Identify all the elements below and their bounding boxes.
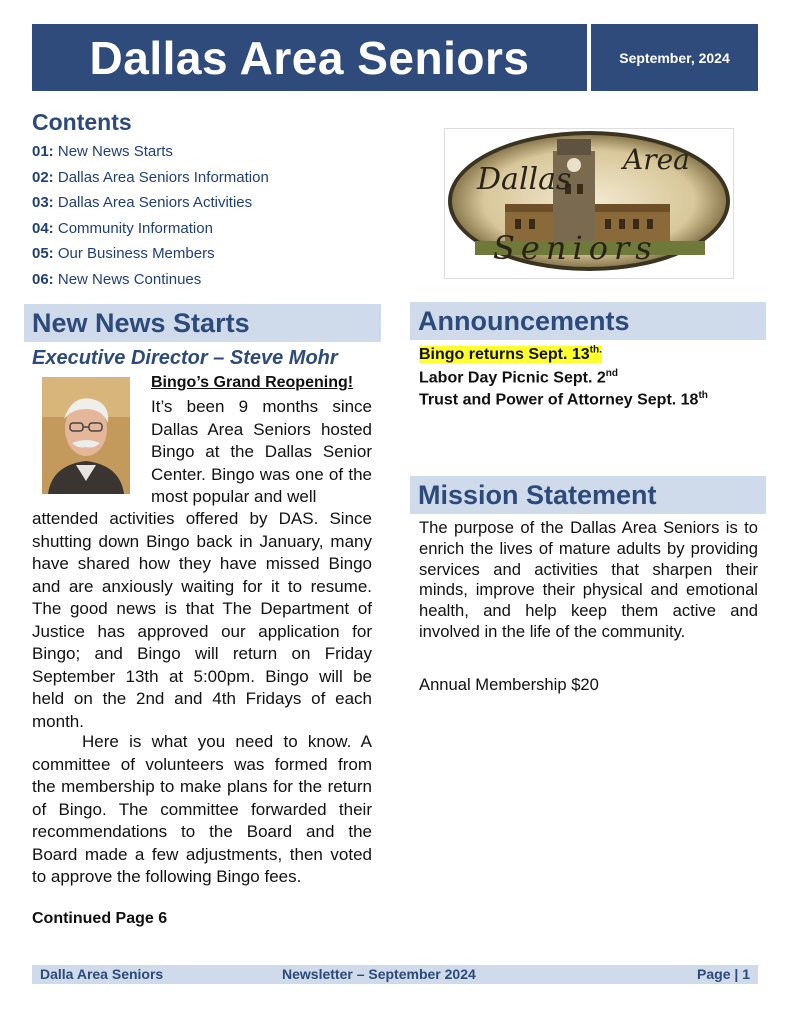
contents-item-label: Dallas Area Seniors Activities [57,194,253,212]
article-body-paragraph: Here is what you need to know. A committee of volunteers was formed from the membership to make plans for the return of Bingo. The committee forwarded their recommendations to the Board and the Board made a few adjustments, then voted to approve the following Bingo fees. [32,732,372,886]
logo-illustration [445,129,733,278]
organization-logo [444,128,734,279]
continued-link[interactable]: Continued Page 6 [32,910,168,927]
author-byline: Executive Director – Steve Mohr [32,347,338,369]
mission-statement: The purpose of the Dallas Area Seniors is to enrich the lives of mature adults by providing services and activities that sharpen their minds, improve their physical and emotional health, and help keep them active and involved in the life of the community. [419,518,758,641]
issue-date: September, 2024 [591,24,758,91]
highlighted-announcement [419,346,602,363]
mission-heading: Mission Statement [410,476,766,514]
article-title: Bingo’s Grand Reopening! [151,374,354,391]
announcement-text: Trust and Power of Attorney Sept. 18 [419,391,699,409]
footer-newsletter: Newsletter – September 2024 [282,966,476,982]
announcement-text: Labor Day Picnic Sept. 2 [419,369,606,387]
announcement-suffix: th [698,390,708,401]
contents-item-label: Dallas Area Seniors Information [57,168,269,186]
article-lead-paragraph: It’s been 9 months since Dallas Area Seniors hosted Bingo at the Dallas Senior Center. Bingo was one of the most popular and well [151,397,372,506]
logo-word-area: Area [623,143,690,176]
footer-page-number: Page | 1 [697,966,750,982]
newsletter-title: Dallas Area Seniors [32,24,587,91]
footer-organization: Dalla Area Seniors [40,966,164,982]
membership-fee: Annual Membership $20 [419,675,599,694]
announcement-item [419,345,602,364]
news-section-heading: New News Starts [24,304,381,342]
logo-word-seniors: Seniors [493,229,658,267]
contents-item-number: 03: [32,194,54,212]
contents-item[interactable] [32,143,269,169]
announcement-suffix: th. [589,345,602,356]
contents-item[interactable] [32,271,269,297]
page-footer [32,965,758,984]
contents-item-label: New News Continues [57,270,202,288]
contents-item[interactable] [32,245,269,271]
contents-item-number: 04: [32,219,54,237]
director-photo [42,377,130,494]
contents-list [32,143,269,297]
contents-item[interactable] [32,220,269,246]
announcement-suffix: nd [605,368,618,379]
contents-heading: Contents [32,109,132,135]
contents-item-number: 05: [32,245,54,263]
contents-item-number: 01: [32,143,54,160]
contents-item[interactable] [32,169,269,195]
contents-item-number: 02: [32,168,54,186]
announcement-item [419,390,708,409]
logo-word-dallas: Dallas [477,162,572,197]
announcement-text: Bingo returns Sept. 13 [419,346,590,364]
contents-item-label: New News Starts [57,143,173,160]
announcements-heading: Announcements [410,302,766,340]
contents-item-number: 06: [32,270,54,288]
article-body-paragraph: attended activities offered by DAS. Since shutting down Bingo back in January, many have shared how they have missed Bingo and are anxiously waiting for it to resume. The good news is that The Department of Justice has approved our application for Bingo; and Bingo will return on Friday September 13th at 5:00pm. Bingo will be held on the 2nd and 4th Fridays of each month. [32,509,372,731]
contents-item-label: Community Information [57,219,213,237]
announcement-item [419,368,618,387]
contents-item-label: Our Business Members [57,245,215,263]
contents-item[interactable] [32,194,269,220]
